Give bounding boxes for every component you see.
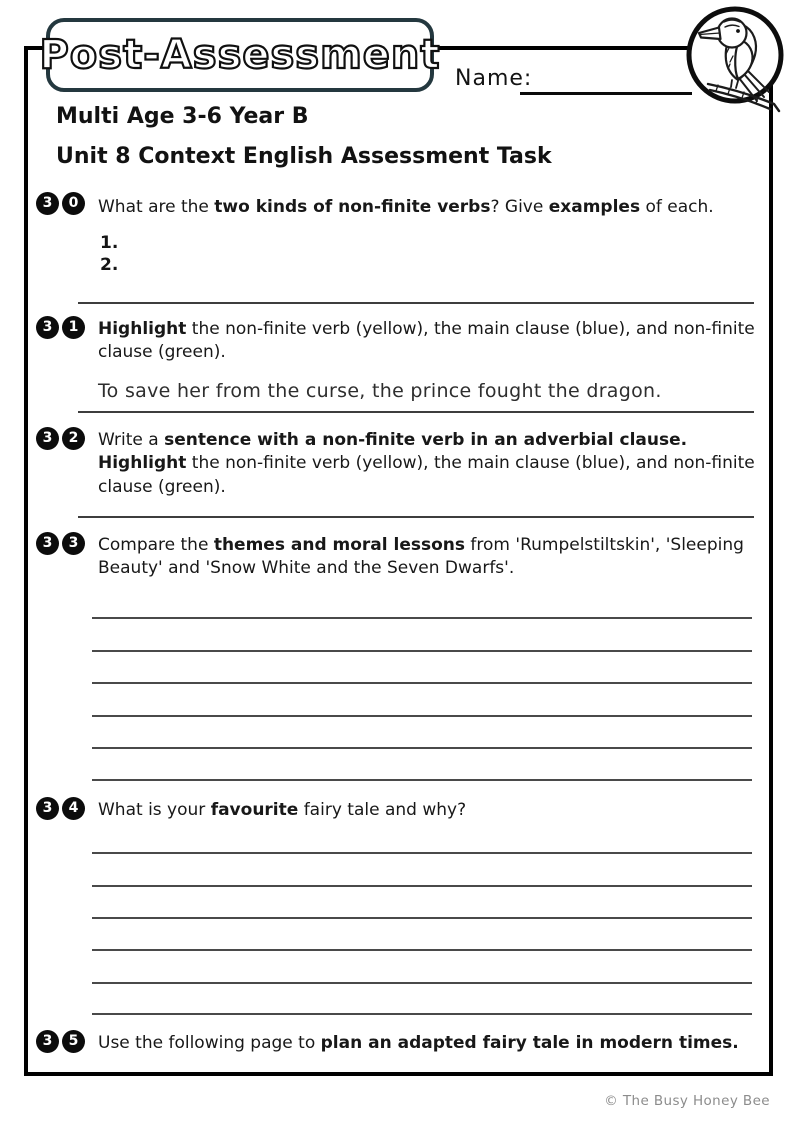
question-31-example-sentence: To save her from the curse, the prince fought the dragon. [98,380,662,402]
plain-text: of each. [640,197,714,217]
plain-text: the non-finite verb (yellow), the main clause (blue), and non-finite clause (green). [98,319,755,363]
answer-line [92,650,752,652]
name-fill-line [520,92,692,95]
question-32-divider [78,516,754,518]
question-31-divider [78,411,754,413]
question-34-number [36,797,85,820]
question-35-text [98,1032,766,1055]
digit: 3 [62,532,85,555]
plain-text: Compare the [98,535,214,555]
digit: 3 [36,532,59,555]
digit: 3 [36,192,59,215]
answer-line [92,617,752,619]
plain-text: ? Give [490,197,549,217]
kookaburra-icon [682,2,794,122]
digit: 5 [62,1030,85,1053]
list-item-1: 1. [100,233,119,253]
copyright-credit: © The Busy Honey Bee [604,1093,770,1109]
page-title: Post-Assessment [39,32,441,78]
answer-line [92,779,752,781]
digit: 3 [36,427,59,450]
question-33-text [98,534,778,581]
plain-text: from 'Rumpelstiltskin', 'Sleeping Beauty' and 'Snow White and the Seven Dwarfs'. [98,535,744,579]
course-heading: Multi Age 3-6 Year B [56,104,309,129]
digit: 3 [36,1030,59,1053]
question-30-text [98,196,758,219]
kookaburra-logo [682,2,794,122]
question-35-number [36,1030,85,1053]
name-label: Name: [455,66,533,91]
plain-text: What are the [98,197,215,217]
answer-line [92,715,752,717]
question-32-text [98,429,766,499]
emphasised-text: favourite [210,800,299,820]
task-heading: Unit 8 Context English Assessment Task [56,144,552,169]
emphasised-text: examples [548,197,641,217]
digit: 3 [36,797,59,820]
question-30-number [36,192,85,215]
answer-line [92,885,752,887]
digit: 1 [62,316,85,339]
digit: 0 [62,192,85,215]
plain-text: fairy tale and why? [298,800,467,820]
digit: 4 [62,797,85,820]
question-30-list [100,232,118,276]
emphasised-text: themes and moral lessons [213,535,466,555]
question-32-number [36,427,85,450]
emphasised-text: Highlight [98,319,187,339]
answer-line [92,747,752,749]
question-30-divider [78,302,754,304]
title-banner [39,18,441,92]
answer-line [92,982,752,984]
question-33-number [36,532,85,555]
answer-line [92,682,752,684]
plain-text: Use the following page to [98,1033,321,1053]
emphasised-text: sentence with a non-finite verb in an adverbial clause. Highlight [98,430,688,474]
digit: 2 [62,427,85,450]
digit: 3 [36,316,59,339]
answer-line [92,917,752,919]
question-34-text [98,799,758,822]
plain-text: What is your [98,800,211,820]
emphasised-text: plan an adapted fairy tale in modern times. [320,1033,739,1053]
plain-text: the non-finite verb (yellow), the main clause (blue), and non-finite clause (green). [98,453,755,497]
answer-line [92,1013,752,1015]
plain-text: Write a [98,430,165,450]
question-31-text [98,318,766,365]
answer-line [92,949,752,951]
list-item-2: 2. [100,255,119,275]
question-31-number [36,316,85,339]
answer-line [92,852,752,854]
emphasised-text: two kinds of non-finite verbs [214,197,491,217]
